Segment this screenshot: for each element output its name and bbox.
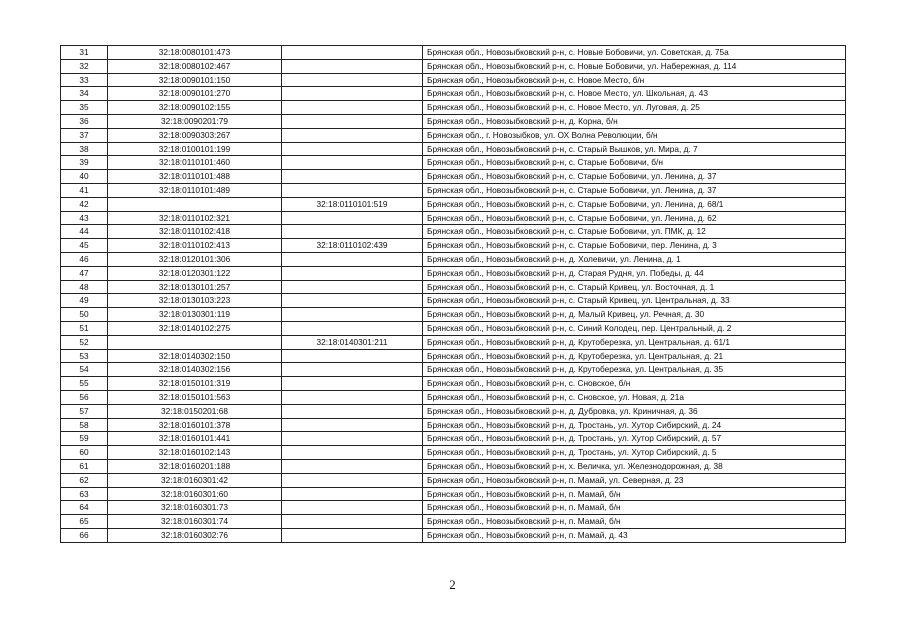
cadastral-number-cell: 32:18:0140302:150 xyxy=(108,349,282,363)
address-cell: Брянская обл., Новозыбковский р-н, п. Мамай, б/н xyxy=(423,487,846,501)
address-cell: Брянская обл., Новозыбковский р-н, х. Величка, ул. Железнодорожная, д. 38 xyxy=(423,459,846,473)
row-number-cell: 62 xyxy=(61,473,108,487)
row-number-cell: 59 xyxy=(61,432,108,446)
address-cell: Брянская обл., Новозыбковский р-н, с. Новое Место, ул. Школьная, д. 43 xyxy=(423,87,846,101)
cadastral-number-cell: 32:18:0150101:319 xyxy=(108,377,282,391)
table-row xyxy=(61,501,846,515)
related-cadastral-number-cell xyxy=(282,528,423,542)
related-cadastral-number-cell xyxy=(282,321,423,335)
row-number-cell: 48 xyxy=(61,280,108,294)
table-row xyxy=(61,404,846,418)
related-cadastral-number-cell xyxy=(282,308,423,322)
table-row xyxy=(61,280,846,294)
row-number-cell: 61 xyxy=(61,459,108,473)
address-cell: Брянская обл., Новозыбковский р-н, с. Новые Бобовичи, ул. Советская, д. 75а xyxy=(423,46,846,60)
address-cell: Брянская обл., Новозыбковский р-н, с. Старые Бобовичи, ул. Ленина, д. 62 xyxy=(423,211,846,225)
address-cell: Брянская обл., Новозыбковский р-н, с. Старые Бобовичи, ул. Ленина, д. 37 xyxy=(423,183,846,197)
row-number-cell: 43 xyxy=(61,211,108,225)
address-cell: Брянская обл., Новозыбковский р-н, п. Мамай, б/н xyxy=(423,501,846,515)
row-number-cell: 39 xyxy=(61,156,108,170)
row-number-cell: 56 xyxy=(61,390,108,404)
table-row xyxy=(61,211,846,225)
row-number-cell: 36 xyxy=(61,114,108,128)
row-number-cell: 42 xyxy=(61,197,108,211)
related-cadastral-number-cell xyxy=(282,294,423,308)
related-cadastral-number-cell xyxy=(282,459,423,473)
cadastral-number-cell: 32:18:0160201:188 xyxy=(108,459,282,473)
address-cell: Брянская обл., г. Новозыбков, ул. ОХ Волна Революции, б/н xyxy=(423,128,846,142)
address-cell: Брянская обл., Новозыбковский р-н, д. Малый Кривец, ул. Речная, д. 30 xyxy=(423,308,846,322)
related-cadastral-number-cell xyxy=(282,266,423,280)
table-row xyxy=(61,87,846,101)
table-row xyxy=(61,390,846,404)
related-cadastral-number-cell xyxy=(282,170,423,184)
table-row xyxy=(61,183,846,197)
cadastral-number-cell: 32:18:0130301:119 xyxy=(108,308,282,322)
address-cell: Брянская обл., Новозыбковский р-н, с. Старый Кривец, ул. Центральная, д. 33 xyxy=(423,294,846,308)
address-cell: Брянская обл., Новозыбковский р-н, д. Крутоберезка, ул. Центральная, д. 35 xyxy=(423,363,846,377)
related-cadastral-number-cell xyxy=(282,183,423,197)
cadastral-number-cell: 32:18:0090101:270 xyxy=(108,87,282,101)
table-row xyxy=(61,142,846,156)
related-cadastral-number-cell xyxy=(282,156,423,170)
table-row xyxy=(61,114,846,128)
table-row xyxy=(61,294,846,308)
table-row xyxy=(61,73,846,87)
table-row xyxy=(61,432,846,446)
row-number-cell: 40 xyxy=(61,170,108,184)
table-row xyxy=(61,418,846,432)
row-number-cell: 34 xyxy=(61,87,108,101)
address-cell: Брянская обл., Новозыбковский р-н, д. Холевичи, ул. Ленина, д. 1 xyxy=(423,252,846,266)
address-cell: Брянская обл., Новозыбковский р-н, с. Новое Место, б/н xyxy=(423,73,846,87)
related-cadastral-number-cell xyxy=(282,501,423,515)
row-number-cell: 47 xyxy=(61,266,108,280)
cadastral-number-cell xyxy=(108,197,282,211)
cadastral-number-cell: 32:18:0110102:321 xyxy=(108,211,282,225)
address-cell: Брянская обл., Новозыбковский р-н, с. Новые Бобовичи, ул. Набережная, д. 114 xyxy=(423,59,846,73)
address-cell: Брянская обл., Новозыбковский р-н, д. Тростань, ул. Хутор Сибирский, д. 5 xyxy=(423,446,846,460)
related-cadastral-number-cell xyxy=(282,390,423,404)
row-number-cell: 38 xyxy=(61,142,108,156)
address-cell: Брянская обл., Новозыбковский р-н, с. Старый Кривец, ул. Восточная, д. 1 xyxy=(423,280,846,294)
related-cadastral-number-cell xyxy=(282,252,423,266)
table-row xyxy=(61,528,846,542)
related-cadastral-number-cell xyxy=(282,225,423,239)
cadastral-number-cell: 32:18:0140102:275 xyxy=(108,321,282,335)
table-row xyxy=(61,156,846,170)
address-cell: Брянская обл., Новозыбковский р-н, п. Мамай, б/н xyxy=(423,515,846,529)
related-cadastral-number-cell xyxy=(282,280,423,294)
row-number-cell: 54 xyxy=(61,363,108,377)
related-cadastral-number-cell xyxy=(282,404,423,418)
address-cell: Брянская обл., Новозыбковский р-н, с. Старые Бобовичи, ул. Ленина, д. 68/1 xyxy=(423,197,846,211)
table-row xyxy=(61,349,846,363)
address-cell: Брянская обл., Новозыбковский р-н, с. Старый Вышков, ул. Мира, д. 7 xyxy=(423,142,846,156)
table-row xyxy=(61,335,846,349)
row-number-cell: 41 xyxy=(61,183,108,197)
related-cadastral-number-cell xyxy=(282,349,423,363)
related-cadastral-number-cell: 32:18:0140301:211 xyxy=(282,335,423,349)
row-number-cell: 58 xyxy=(61,418,108,432)
address-cell: Брянская обл., Новозыбковский р-н, с. Старые Бобовичи, ул. ПМК, д. 12 xyxy=(423,225,846,239)
cadastral-number-cell: 32:18:0160301:74 xyxy=(108,515,282,529)
related-cadastral-number-cell xyxy=(282,473,423,487)
cadastral-number-cell: 32:18:0130103:223 xyxy=(108,294,282,308)
row-number-cell: 60 xyxy=(61,446,108,460)
cadastral-number-cell: 32:18:0160301:42 xyxy=(108,473,282,487)
table-row xyxy=(61,225,846,239)
cadastral-number-cell: 32:18:0110102:413 xyxy=(108,239,282,253)
cadastral-number-cell: 32:18:0150101:563 xyxy=(108,390,282,404)
row-number-cell: 37 xyxy=(61,128,108,142)
address-cell: Брянская обл., Новозыбковский р-н, п. Мамай, д. 43 xyxy=(423,528,846,542)
row-number-cell: 49 xyxy=(61,294,108,308)
cadastral-number-cell xyxy=(108,335,282,349)
table-row xyxy=(61,473,846,487)
row-number-cell: 32 xyxy=(61,59,108,73)
table-row xyxy=(61,487,846,501)
cadastral-number-cell: 32:18:0090303:267 xyxy=(108,128,282,142)
property-table xyxy=(60,45,846,543)
table-row xyxy=(61,46,846,60)
page-number: 2 xyxy=(449,577,456,592)
related-cadastral-number-cell: 32:18:0110101:519 xyxy=(282,197,423,211)
address-cell: Брянская обл., Новозыбковский р-н, д. Дубровка, ул. Криничная, д. 36 xyxy=(423,404,846,418)
related-cadastral-number-cell xyxy=(282,101,423,115)
cadastral-number-cell: 32:18:0100101:199 xyxy=(108,142,282,156)
cadastral-number-cell: 32:18:0150201:68 xyxy=(108,404,282,418)
row-number-cell: 51 xyxy=(61,321,108,335)
related-cadastral-number-cell xyxy=(282,59,423,73)
related-cadastral-number-cell xyxy=(282,377,423,391)
cadastral-number-cell: 32:18:0080101:473 xyxy=(108,46,282,60)
row-number-cell: 45 xyxy=(61,239,108,253)
row-number-cell: 50 xyxy=(61,308,108,322)
cadastral-number-cell: 32:18:0120101:306 xyxy=(108,252,282,266)
table-row xyxy=(61,128,846,142)
related-cadastral-number-cell xyxy=(282,142,423,156)
address-cell: Брянская обл., Новозыбковский р-н, д. Корна, б/н xyxy=(423,114,846,128)
row-number-cell: 53 xyxy=(61,349,108,363)
cadastral-number-cell: 32:18:0160101:378 xyxy=(108,418,282,432)
related-cadastral-number-cell xyxy=(282,487,423,501)
row-number-cell: 63 xyxy=(61,487,108,501)
table-row xyxy=(61,59,846,73)
row-number-cell: 66 xyxy=(61,528,108,542)
table-row xyxy=(61,266,846,280)
related-cadastral-number-cell xyxy=(282,515,423,529)
table-row xyxy=(61,101,846,115)
cadastral-number-cell: 32:18:0090101:150 xyxy=(108,73,282,87)
row-number-cell: 52 xyxy=(61,335,108,349)
table-row xyxy=(61,446,846,460)
row-number-cell: 35 xyxy=(61,101,108,115)
related-cadastral-number-cell xyxy=(282,87,423,101)
cadastral-number-cell: 32:18:0110101:488 xyxy=(108,170,282,184)
address-cell: Брянская обл., Новозыбковский р-н, с. Новое Место, ул. Луговая, д. 25 xyxy=(423,101,846,115)
related-cadastral-number-cell xyxy=(282,363,423,377)
row-number-cell: 44 xyxy=(61,225,108,239)
related-cadastral-number-cell xyxy=(282,73,423,87)
related-cadastral-number-cell xyxy=(282,114,423,128)
related-cadastral-number-cell xyxy=(282,432,423,446)
cadastral-number-cell: 32:18:0160301:73 xyxy=(108,501,282,515)
cadastral-number-cell: 32:18:0120301:122 xyxy=(108,266,282,280)
row-number-cell: 46 xyxy=(61,252,108,266)
table-row xyxy=(61,252,846,266)
related-cadastral-number-cell xyxy=(282,211,423,225)
address-cell: Брянская обл., Новозыбковский р-н, с. Старые Бобовичи, б/н xyxy=(423,156,846,170)
cadastral-number-cell: 32:18:0130101:257 xyxy=(108,280,282,294)
table-row xyxy=(61,197,846,211)
address-cell: Брянская обл., Новозыбковский р-н, с. Сновское, ул. Новая, д. 21а xyxy=(423,390,846,404)
row-number-cell: 65 xyxy=(61,515,108,529)
cadastral-number-cell: 32:18:0110102:418 xyxy=(108,225,282,239)
address-cell: Брянская обл., Новозыбковский р-н, с. Сновское, б/н xyxy=(423,377,846,391)
table-body xyxy=(61,46,846,543)
address-cell: Брянская обл., Новозыбковский р-н, с. Старые Бобовичи, ул. Ленина, д. 37 xyxy=(423,170,846,184)
document-page xyxy=(60,45,846,543)
address-cell: Брянская обл., Новозыбковский р-н, д. Старая Рудня, ул. Победы, д. 44 xyxy=(423,266,846,280)
cadastral-number-cell: 32:18:0080102:467 xyxy=(108,59,282,73)
address-cell: Брянская обл., Новозыбковский р-н, п. Мамай, ул. Северная, д. 23 xyxy=(423,473,846,487)
address-cell: Брянская обл., Новозыбковский р-н, д. Крутоберезка, ул. Центральная, д. 21 xyxy=(423,349,846,363)
table-row xyxy=(61,459,846,473)
address-cell: Брянская обл., Новозыбковский р-н, с. Синий Колодец, пер. Центральный, д. 2 xyxy=(423,321,846,335)
related-cadastral-number-cell: 32:18:0110102:439 xyxy=(282,239,423,253)
table-row xyxy=(61,377,846,391)
row-number-cell: 33 xyxy=(61,73,108,87)
address-cell: Брянская обл., Новозыбковский р-н, с. Старые Бобовичи, пер. Ленина, д. 3 xyxy=(423,239,846,253)
table-row xyxy=(61,363,846,377)
cadastral-number-cell: 32:18:0110101:460 xyxy=(108,156,282,170)
related-cadastral-number-cell xyxy=(282,418,423,432)
table-row xyxy=(61,308,846,322)
row-number-cell: 57 xyxy=(61,404,108,418)
address-cell: Брянская обл., Новозыбковский р-н, д. Тростань, ул. Хутор Сибирский, д. 57 xyxy=(423,432,846,446)
table-row xyxy=(61,515,846,529)
row-number-cell: 55 xyxy=(61,377,108,391)
cadastral-number-cell: 32:18:0160101:441 xyxy=(108,432,282,446)
cadastral-number-cell: 32:18:0110101:489 xyxy=(108,183,282,197)
cadastral-number-cell: 32:18:0090102:155 xyxy=(108,101,282,115)
related-cadastral-number-cell xyxy=(282,128,423,142)
table-row xyxy=(61,170,846,184)
row-number-cell: 64 xyxy=(61,501,108,515)
cadastral-number-cell: 32:18:0090201:79 xyxy=(108,114,282,128)
table-row xyxy=(61,239,846,253)
cadastral-number-cell: 32:18:0160102:143 xyxy=(108,446,282,460)
cadastral-number-cell: 32:18:0160301:60 xyxy=(108,487,282,501)
row-number-cell: 31 xyxy=(61,46,108,60)
related-cadastral-number-cell xyxy=(282,446,423,460)
table-row xyxy=(61,321,846,335)
related-cadastral-number-cell xyxy=(282,46,423,60)
address-cell: Брянская обл., Новозыбковский р-н, д. Крутоберезка, ул. Центральная, д. 61/1 xyxy=(423,335,846,349)
address-cell: Брянская обл., Новозыбковский р-н, д. Тростань, ул. Хутор Сибирский, д. 24 xyxy=(423,418,846,432)
cadastral-number-cell: 32:18:0140302:156 xyxy=(108,363,282,377)
cadastral-number-cell: 32:18:0160302:76 xyxy=(108,528,282,542)
